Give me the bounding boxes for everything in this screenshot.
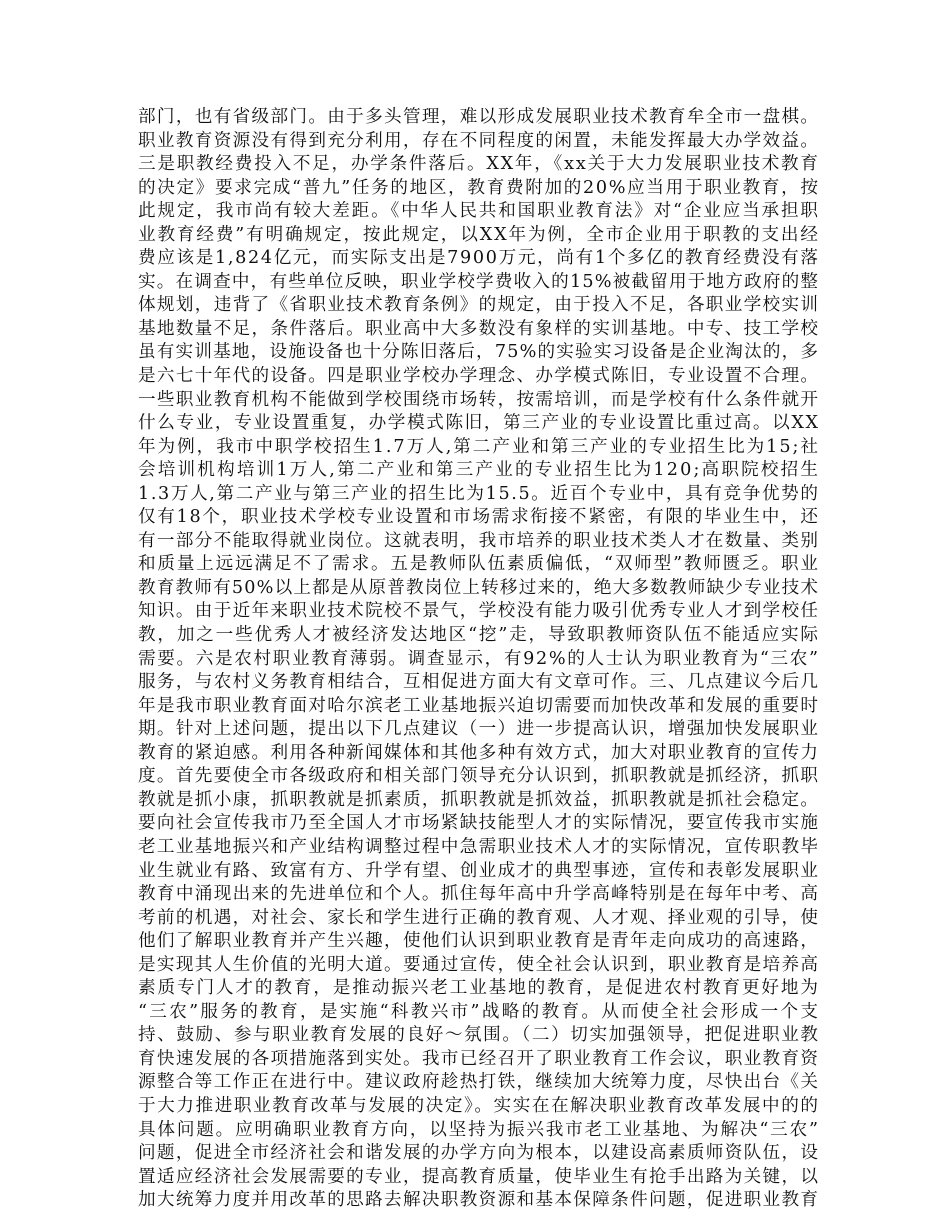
text-line: 源整合等工作正在进行中。建议政府趁热打铁，继续加大统筹力度，尽快出台《关 [138,1072,820,1093]
text-line: 是实现其人生价值的光明大道。要通过宣传，使全社会认识到，职业教育是培养高 [138,954,820,975]
text-line: 是六七十年代的设备。四是职业学校办学理念、办学模式陈旧，专业设置不合理。 [138,366,820,387]
text-line: 虽有实训基地，设施设备也十分陈旧落后，75%的实验实习设备是企业淘汰的，多 [138,342,820,363]
text-line: 具体问题。应明确职业教育方向，以坚持为振兴我市老工业基地、为解决“三农” [138,1119,820,1140]
text-line: 一些职业教育机构不能做到学校围绕市场转，按需培训，而是学校有什么条件就开 [138,389,820,410]
text-line: 和质量上远远满足不了需求。五是教师队伍素质偏低，“双师型”教师匮乏。职业 [138,554,820,575]
text-line: 需要。六是农村职业教育薄弱。调查显示，有92%的人士认为职业教育为“三农” [138,648,820,669]
text-line: 职业教育资源没有得到充分利用，存在不同程度的闲置，未能发挥最大办学效益。 [138,130,820,151]
text-line: 此规定，我市尚有较大差距。《中华人民共和国职业教育法》对“企业应当承担职 [138,201,820,222]
text-line: 于大力推进职业教育改革与发展的决定》。实实在在解决职业教育改革发展中的的 [138,1095,820,1116]
text-line: 服务，与农村义务教育相结合，互相促进方面大有文章可作。三、几点建议今后几 [138,672,820,693]
text-line: 教育中涌现出来的先进单位和个人。抓住每年高中升学高峰特别是在每年中考、高 [138,884,820,905]
text-line: 体规划，违背了《省职业技术教育条例》的规定，由于投入不足，各职业学校实训 [138,295,820,316]
text-line: 的决定》要求完成“普九”任务的地区，教育费附加的20%应当用于职业教育，按 [138,177,820,198]
text-line: 会培训机构培训1万人,第二产业和第三产业的专业招生比为120;高职院校招生 [138,460,821,481]
text-line: 仅有18个，职业技术学校专业设置和市场需求衔接不紧密，有限的毕业生中，还 [138,507,820,528]
text-line: 业生就业有路、致富有方、升学有望、创业成才的典型事迹，宣传和表彰发展职业 [138,860,820,881]
text-line: 什么专业，专业设置重复，办学模式陈旧，第三产业的专业设置比重过高。以XX [138,413,820,434]
text-line: 置适应经济社会发展需要的专业，提高教育质量，使毕业生有抢手出路为关键，以 [138,1166,820,1187]
text-line: 年为例，我市中职学校招生1.7万人,第二产业和第三产业的专业招生比为15;社 [138,436,820,457]
text-line: 教就是抓小康，抓职教就是抓素质，抓职教就是抓效益，抓职教就是抓社会稳定。 [138,789,820,810]
text-line: 要向社会宣传我市乃至全国人才市场紧缺技能型人才的实际情况，要宣传我市实施 [138,813,820,834]
text-line: 素质专门人才的教育，是推动振兴老工业基地的教育，是促进农村教育更好地为 [138,978,820,999]
text-line: 1.3万人,第二产业与第三产业的招生比为15.5。近百个专业中，具有竞争优势的 [138,483,820,504]
text-line: 持、鼓励、参与职业教育发展的良好～氛围。（二）切实加强领导，把促进职业教 [138,1025,820,1046]
text-line: 三是职教经费投入不足，办学条件落后。XX年，《xx关于大力发展职业技术教育 [138,154,820,175]
text-line: 育快速发展的各项措施落到实处。我市已经召开了职业教育工作会议，职业教育资 [138,1048,820,1069]
text-line: 加大统筹力度并用改革的思路去解决职教资源和基本保障条件问题，促进职业教育 [138,1190,820,1211]
text-line: 知识。由于近年来职业技术院校不景气，学校没有能力吸引优秀专业人才到学校任 [138,601,820,622]
text-line: “三农”服务的教育，是实施“科教兴市”战略的教育。从而使全社会形成一个支 [138,1001,821,1022]
text-line: 教育教师有50%以上都是从原普教岗位上转移过来的，绝大多数教师缺少专业技术 [138,577,820,598]
text-line: 有一部分不能取得就业岗位。这就表明，我市培养的职业技术类人才在数量、类别 [138,530,820,551]
text-line: 教育的紧迫感。利用各种新闻媒体和其他多种有效方式，加大对职业教育的宣传力 [138,742,820,763]
text-line: 度。首先要使全市各级政府和相关部门领导充分认识到，抓职教就是抓经济，抓职 [138,766,820,787]
text-line: 问题，促进全市经济社会和谐发展的办学方向为根本，以建设高素质师资队伍，设 [138,1143,820,1164]
text-line: 期。针对上述问题，提出以下几点建议（一）进一步提高认识，增强加快发展职业 [138,719,820,740]
text-line: 费应该是1,824亿元，而实际支出是7900万元，尚有1个多亿的教育经费没有落 [138,248,820,269]
text-line: 业教育经费”有明确规定，按此规定，以XX年为例，全市企业用于职教的支出经 [138,224,820,245]
text-line: 他们了解职业教育并产生兴趣，使他们认识到职业教育是青年走向成功的高速路， [138,931,820,952]
body-text [138,106,821,1213]
text-line: 年是我市职业教育面对哈尔滨老工业基地振兴迫切需要而加快改革和发展的重要时 [138,695,820,716]
text-line: 教，加之一些优秀人才被经济发达地区“挖”走，导致职教师资队伍不能适应实际 [138,625,820,646]
text-line: 基地数量不足，条件落后。职业高中大多数没有象样的实训基地。中专、技工学校 [138,318,820,339]
text-line: 部门，也有省级部门。由于多头管理，难以形成发展职业技术教育牟全市一盘棋。 [138,107,820,127]
text-line: 考前的机遇，对社会、家长和学生进行正确的教育观、人才观、择业观的引导，使 [138,907,820,928]
text-line: 老工业基地振兴和产业结构调整过程中急需职业技术人才的实际情况，宣传职教毕 [138,836,820,857]
text-line: 实。在调查中，有些单位反映，职业学校学费收入的15%被截留用于地方政府的整 [138,271,820,292]
